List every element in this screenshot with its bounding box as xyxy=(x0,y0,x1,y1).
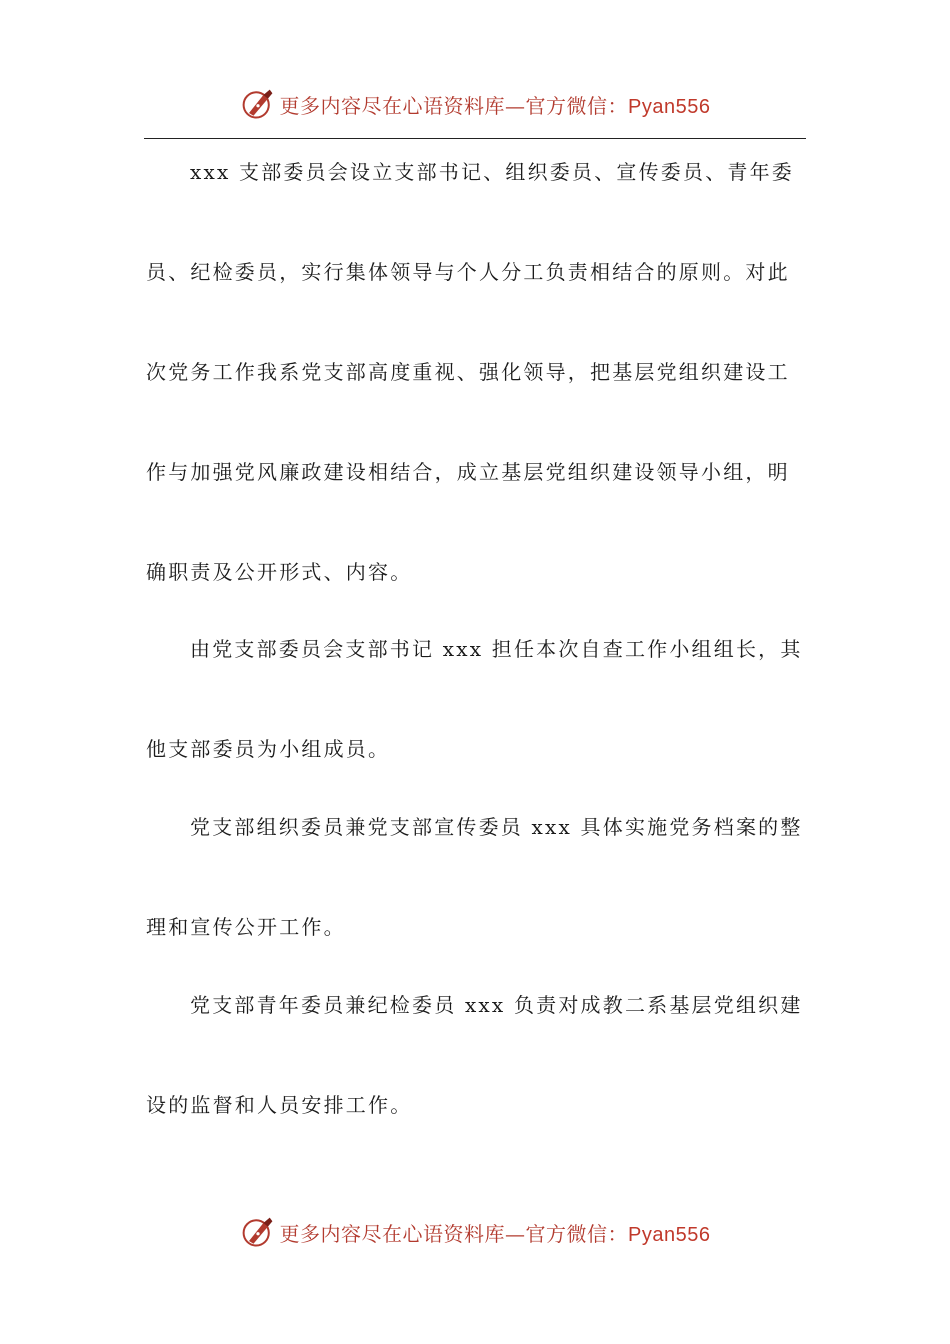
header-banner xyxy=(0,82,950,126)
paragraph-line: xxx 支部委员会设立支部书记、组织委员、宣传委员、青年委 xyxy=(190,160,794,184)
header-banner-text xyxy=(280,90,711,119)
header-banner-main: 更多内容尽在心语资料库 xyxy=(279,93,506,118)
footer-banner-label: 官方微信： xyxy=(525,1221,629,1246)
paragraph-line: 作与加强党风廉政建设相结合，成立基层党组织建设领导小组，明 xyxy=(146,460,790,484)
footer-banner xyxy=(0,1210,950,1254)
paragraph-line: 党支部青年委员兼纪检委员 xxx 负责对成教二系基层党组织建 xyxy=(190,993,803,1017)
header-divider xyxy=(144,138,806,139)
paragraph-line: 设的监督和人员安排工作。 xyxy=(146,1093,413,1117)
paragraph-line: 次党务工作我系党支部高度重视、强化领导，把基层党组织建设工 xyxy=(146,360,790,384)
header-banner-dash: — xyxy=(505,93,526,118)
paragraph-line: 员、纪检委员，实行集体领导与个人分工负责相结合的原则。对此 xyxy=(146,260,790,284)
paragraph-line: 确职责及公开形式、内容。 xyxy=(146,560,413,584)
paragraph-line: 他支部委员为小组成员。 xyxy=(146,737,391,761)
header-wechat-id: Pyan556 xyxy=(628,95,711,118)
paragraph-line: 理和宣传公开工作。 xyxy=(146,915,346,939)
footer-wechat-id: Pyan556 xyxy=(628,1223,711,1246)
paragraph-line: 党支部组织委员兼党支部宣传委员 xxx 具体实施党务档案的整 xyxy=(190,815,803,839)
pen-nib-logo-icon xyxy=(240,1214,276,1250)
header-banner-label: 官方微信： xyxy=(525,93,629,118)
footer-banner-main: 更多内容尽在心语资料库 xyxy=(279,1221,506,1246)
pen-nib-logo-icon xyxy=(240,86,276,122)
footer-banner-dash: — xyxy=(505,1221,526,1246)
footer-banner-text xyxy=(280,1218,711,1247)
paragraph-line: 由党支部委员会支部书记 xxx 担任本次自查工作小组组长，其 xyxy=(190,637,803,661)
